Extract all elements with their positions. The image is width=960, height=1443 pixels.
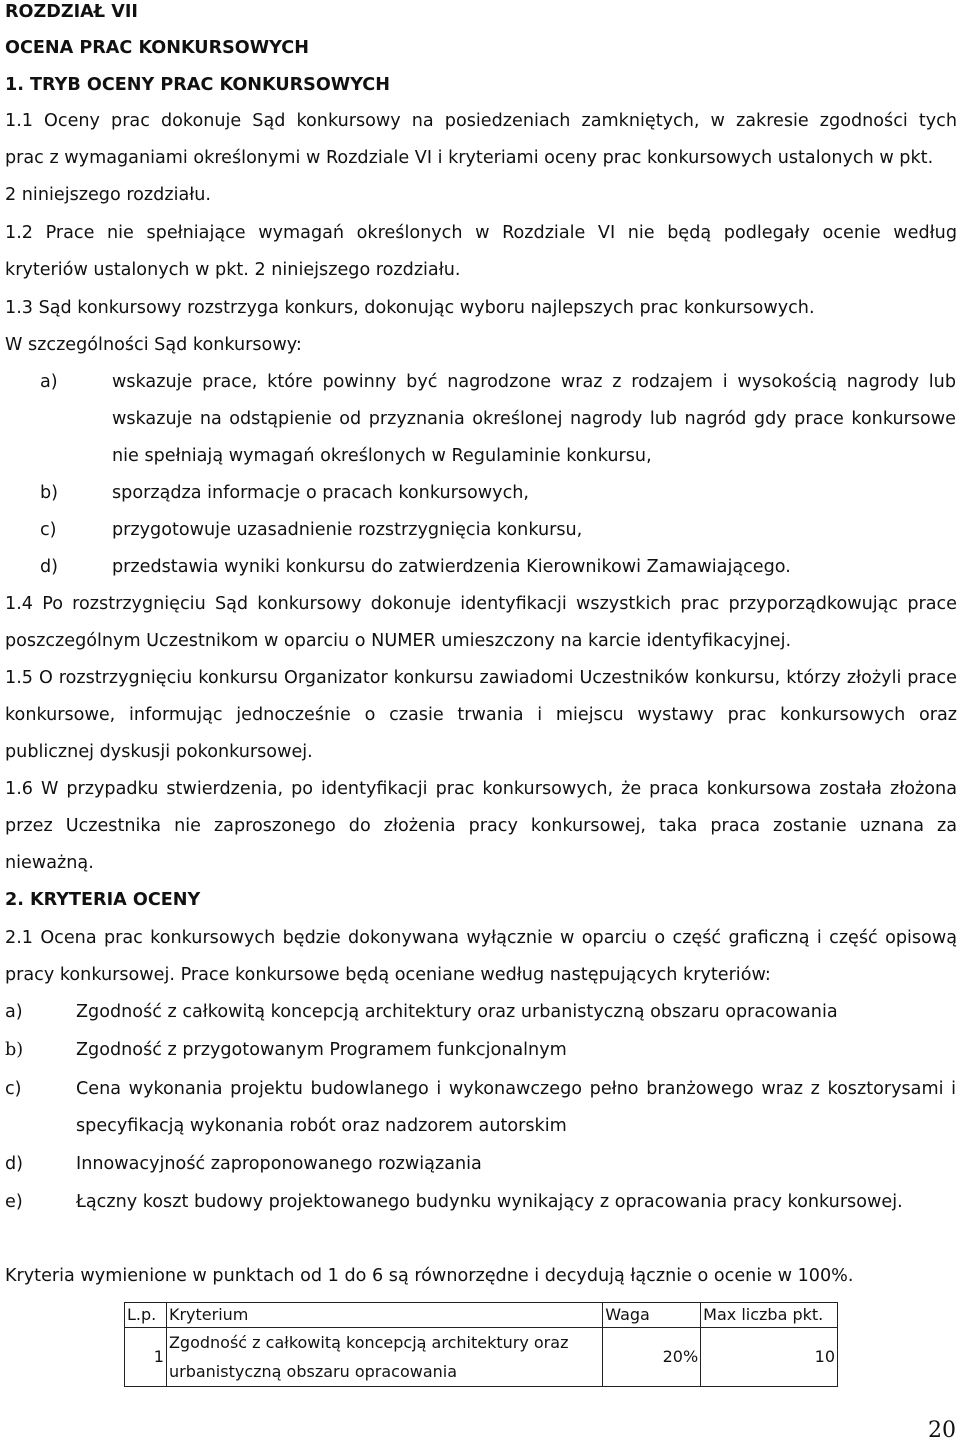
page-number: 20: [928, 1418, 956, 1443]
table-cell-max: 10: [701, 1328, 838, 1387]
table-cell-waga: 20%: [603, 1328, 701, 1387]
paragraph-intro: W szczególności Sąd konkursowy:: [5, 335, 302, 355]
list-item: d) przedstawia wyniki konkursu do zatwierdzenia Kierownikowi Zamawiającego.: [40, 557, 791, 577]
list-item: a) wskazuje prace, które powinny być nagrodzone wraz z rodzajem i wysokością nagrody lub wskazuje na odstąpienie od przyznania określonej nagrody lub nagród gdy prace konkursowe nie spełniają wymagań określonych w Regulaminie konkursu,: [40, 372, 956, 466]
list-item: e) Łączny koszt budowy projektowanego budynku wynikający z opracowania pracy konkursowej.: [5, 1192, 903, 1212]
table-header-cell: Kryterium: [166, 1303, 602, 1328]
table-header-cell: Waga: [603, 1303, 701, 1328]
list-item: c) przygotowuje uzasadnienie rozstrzygnięcia konkursu,: [40, 520, 583, 540]
paragraph-2-1: 2.1 Ocena prac konkursowych będzie dokonywana wyłącznie w oparciu o część graficzną i część opisową pracy konkursowej. Prace konkursowe będą oceniane według następujących kryteriów:: [5, 928, 957, 985]
paragraph-1-5: 1.5 O rozstrzygnięciu konkursu Organizator konkursu zawiadomi Uczestników konkursu, którzy złożyli prace konkursowe, informując jednocześnie o czasie trwania i miejscu wystawy prac konkursowych oraz publicznej dyskusji pokonkursowej.: [5, 668, 957, 762]
paragraph-1-3: 1.3 Sąd konkursowy rozstrzyga konkurs, dokonując wyboru najlepszych prac konkursowych.: [5, 298, 815, 318]
paragraph-1-6: 1.6 W przypadku stwierdzenia, po identyfikacji prac konkursowych, że praca konkursowa została złożona przez Uczestnika nie zaproszonego do złożenia pracy konkursowej, taka praca zostanie uznana za nieważną.: [5, 779, 957, 873]
table-header-row: [125, 1303, 838, 1328]
table-row: [125, 1328, 838, 1387]
list-item: a) Zgodność z całkowitą koncepcją architektury oraz urbanistyczną obszaru opracowania: [5, 1002, 838, 1022]
list-item: b) Zgodność z przygotowanym Programem funkcjonalnym: [5, 1040, 567, 1060]
table-header-cell: L.p.: [125, 1303, 167, 1328]
table-header-cell: Max liczba pkt.: [701, 1303, 838, 1328]
paragraph-1-4: 1.4 Po rozstrzygnięciu Sąd konkursowy dokonuje identyfikacji wszystkich prac przyporządkowując prace poszczególnym Uczestnikom w oparciu o NUMER umieszczony na karcie identyfikacyjnej.: [5, 594, 957, 651]
chapter-heading: ROZDZIAŁ VII: [5, 2, 138, 22]
list-item: c) Cena wykonania projektu budowlanego i wykonawczego pełno branżowego wraz z kosztorysami i specyfikacją wykonania robót oraz nadzorem autorskim: [5, 1079, 956, 1136]
table-cell-kryterium: Zgodność z całkowitą koncepcją architektury oraz urbanistyczną obszaru opracowania: [166, 1328, 602, 1387]
chapter-title: OCENA PRAC KONKURSOWYCH: [5, 38, 309, 58]
section-2-heading: 2. KRYTERIA OCENY: [5, 890, 201, 910]
list-item: d) Innowacyjność zaproponowanego rozwiązania: [5, 1154, 482, 1174]
criteria-summary: Kryteria wymienione w punktach od 1 do 6 są równorzędne i decydują łącznie o ocenie w 100%.: [5, 1266, 854, 1286]
criteria-table: [124, 1302, 838, 1387]
table-cell-lp: 1: [125, 1328, 167, 1387]
section-1-heading: 1. TRYB OCENY PRAC KONKURSOWYCH: [5, 75, 390, 95]
list-item: b) sporządza informacje o pracach konkursowych,: [40, 483, 530, 503]
